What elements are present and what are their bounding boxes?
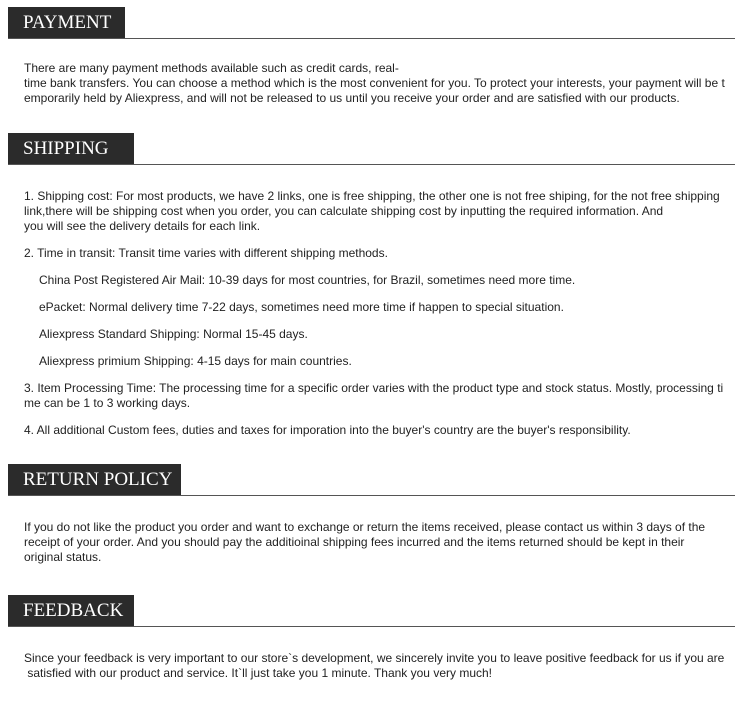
payment-section-header <box>8 7 735 39</box>
shipping-method-line: China Post Registered Air Mail: 10-39 days for most countries, for Brazil, sometimes need more time. <box>39 273 576 287</box>
return-policy-text <box>24 520 705 565</box>
shipping-method-line: Aliexpress Standard Shipping: Normal 15-45 days. <box>39 327 308 341</box>
shipping-cost-line: link,there will be shipping cost when you order, you can calculate shipping cost by inputting the required information. And <box>24 204 664 218</box>
shipping-processing-line: 3. Item Processing Time: The processing time for a specific order varies with the product type and stock status. Mostly, processing ti <box>24 381 724 395</box>
shipping-transit-line: 2. Time in transit: Transit time varies with different shipping methods. <box>24 246 388 260</box>
payment-title: PAYMENT <box>8 7 125 38</box>
shipping-title: SHIPPING <box>8 133 134 164</box>
shipping-method-line: Aliexpress primium Shipping: 4-15 days for main countries. <box>39 354 352 368</box>
feedback-text <box>24 651 724 681</box>
return-policy-line: If you do not like the product you order and want to exchange or return the items received, please contact us within 3 days of the <box>24 520 706 534</box>
payment-line: emporarily held by Aliexpress, and will not be released to us until you receive your order and are satisfied with our products. <box>24 91 680 105</box>
shipping-method-item <box>39 354 352 369</box>
shipping-processing-line: me can be 1 to 3 working days. <box>24 396 191 410</box>
feedback-title: FEEDBACK <box>8 595 134 626</box>
shipping-transit-text <box>24 246 388 261</box>
shipping-processing-text <box>24 381 723 411</box>
feedback-line: satisfied with our product and service. It`ll just take you 1 minute. Thank you very much! <box>24 666 492 680</box>
shipping-cost-line: 1. Shipping cost: For most products, we have 2 links, one is free shipping, the other one is not free shiping, for the not free shipping <box>24 189 720 203</box>
shipping-method-line: ePacket: Normal delivery time 7-22 days, sometimes need more time if happen to special situation. <box>39 300 564 314</box>
shipping-method-item <box>39 273 575 288</box>
shipping-cost-text <box>24 189 720 234</box>
payment-line: time bank transfers. You can choose a method which is the most convenient for you. To protect your interests, your payment will be t <box>24 76 725 90</box>
shipping-customs-line: 4. All additional Custom fees, duties and taxes for imporation into the buyer's country are the buyer's responsibility. <box>24 423 631 437</box>
shipping-section-header <box>8 133 735 165</box>
return-policy-line: original status. <box>24 550 102 564</box>
return-policy-line: receipt of your order. And you should pay the additioinal shipping fees incurred and the items returned should be kept in their <box>24 535 685 549</box>
shipping-method-item <box>39 327 308 342</box>
shipping-cost-line: you will see the delivery details for each link. <box>24 219 261 233</box>
payment-text <box>24 61 725 106</box>
return-policy-section-header <box>8 464 735 496</box>
feedback-section-header <box>8 595 735 627</box>
shipping-customs-text <box>24 423 631 438</box>
shipping-method-item <box>39 300 564 315</box>
return-policy-title: RETURN POLICY <box>8 464 181 495</box>
feedback-line: Since your feedback is very important to our store`s development, we sincerely invite you to leave positive feedback for us if you are <box>24 651 725 665</box>
payment-line: There are many payment methods available such as credit cards, real- <box>24 61 399 75</box>
